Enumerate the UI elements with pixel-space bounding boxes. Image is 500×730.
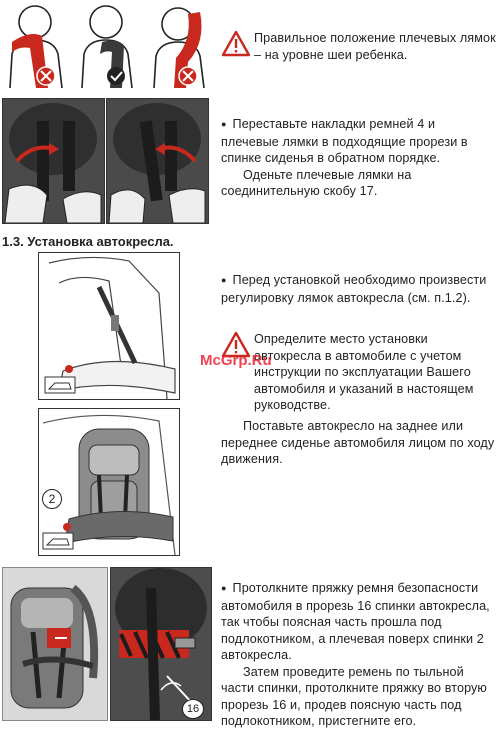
belt-bullet-text: ● Протолкните пряжку ремня безопасности автомобиля в прорезь 16 спинки автокресла, так чтобы поясная часть прошла под подлокотником, а плечевая поверх спинки 2 автокресла. [221,580,496,664]
shoulder-position-illustration [2,2,208,88]
watermark: McGrp.Ru [200,352,272,369]
belt-routing-photo-left [2,567,108,721]
belt-instructions [221,580,496,730]
shoulder-warning-text: Правильное положение плечевых лямок – на уровне шеи ребенка. [254,31,496,62]
car-seat-belt-illustration [38,252,180,400]
strap-instructions [221,116,496,200]
child-seat-in-car-illustration [38,408,180,556]
strap-bullet-text: ● Переставьте накладки ремней 4 и плечевые лямки в подходящие прорези в спинке сиденья в обратном порядке. [221,116,496,167]
callout-2-badge [42,489,62,509]
belt-routing-photo-right [110,567,212,721]
warning-icon [221,30,251,57]
strap-note-text: Оденьте плечевые лямки на соединительную скобу 17. [221,167,412,198]
strap-reroute-photo-left [2,98,105,224]
callout-2-label: 2 [48,492,56,506]
strap-reroute-photo-right [106,98,209,224]
install-warning-text: Определите место установки автокресла в автомобиле с учетом инструкции по эксплуатации Вашего автомобиля и указаний в настоящем руководстве. [254,332,474,412]
callout-16-badge [182,699,204,719]
belt-next-text: Затем проведите ремень по тыльной части спинки, протолкните пряжку во вторую прорезь 16 и, продев поясную часть под подлокотником, пристегните его. [221,664,487,728]
install-place-text: Поставьте автокресло на заднее или переднее сиденье автомобиля лицом по ходу движения. [221,419,495,466]
install-bullet-text: ● Перед установкой необходимо произвести регулировку лямок автокресла (см. п.1.2). [221,272,496,306]
callout-16-label: 16 [186,703,200,715]
install-heading: 1.3. Установка автокресла. [2,234,174,249]
